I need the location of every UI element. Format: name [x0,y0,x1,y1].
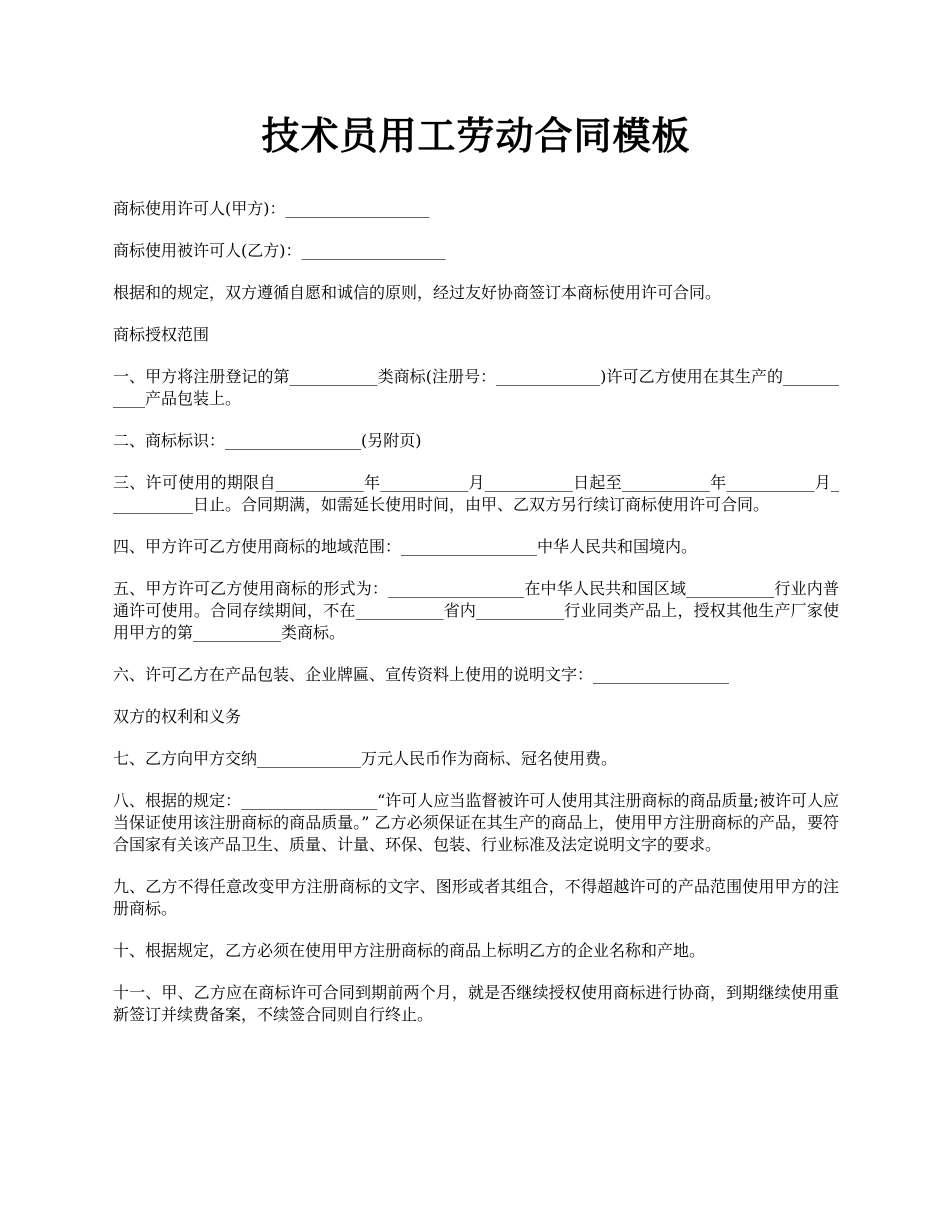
clause-6: 六、许可乙方在产品包装、企业牌匾、宣传资料上使用的说明文字：_________________ [113,665,730,684]
document-page [113,108,839,1046]
clause-10: 十、根据规定，乙方必须在使用甲方注册商标的商品上标明乙方的企业名称和产地。 [113,941,706,960]
section-heading-rights: 双方的权利和义务 [113,707,242,726]
licensor-line: 商标使用许可人(甲方)：__________________ [113,199,430,218]
clause-2: 二、商标标识：_________________(另附页) [113,431,422,450]
clause-3: 三、许可使用的期限自___________年___________月___________日起至___________年___________月___________日止。合同期满，如需延长使用时间，由甲、乙双方另行续订商标使用许可合同。 [113,473,839,514]
preamble-paragraph: 根据和的规定，双方遵循自愿和诚信的原则，经过友好协商签订本商标使用许可合同。 [113,283,722,302]
clause-1: 一、甲方将注册登记的第___________类商标(注册号：_____________)许可乙方使用在其生产的___________产品包装上。 [113,367,839,408]
clause-9: 九、乙方不得任意改变甲方注册商标的文字、图形或者其组合，不得超越许可的产品范围使用甲方的注册商标。 [113,877,839,918]
clause-5: 五、甲方许可乙方使用商标的形式为：_________________在中华人民共和国区域___________行业内普通许可使用。合同存续期间，不在___________省内___________行业同类产品上，授权其他生产厂家使用甲方的第___________类商标。 [113,579,839,642]
document-title: 技术员用工劳动合同模板 [261,113,691,158]
clause-4: 四、甲方许可乙方使用商标的地域范围：_________________中华人民共和国境内。 [113,537,698,556]
clause-7: 七、乙方向甲方交纳_____________万元人民币作为商标、冠名使用费。 [113,749,618,768]
clause-8: 八、根据的规定：_________________“许可人应当监督被许可人使用其注册商标的商品质量;被许可人应当保证使用该注册商标的商品质量。” 乙方必须保证在其生产的商品上，使用甲方注册商标的产品，要符合国家有关该产品卫生、质量、计量、环保、包装、行业标准及法定说明文字的要求。 [113,791,839,854]
section-heading-scope: 商标授权范围 [113,325,210,344]
licensee-line: 商标使用被许可人(乙方)：__________________ [113,241,446,260]
clause-11: 十一、甲、乙方应在商标许可合同到期前两个月，就是否继续授权使用商标进行协商，到期继续使用重新签订并续费备案，不续签合同则自行终止。 [113,983,839,1024]
